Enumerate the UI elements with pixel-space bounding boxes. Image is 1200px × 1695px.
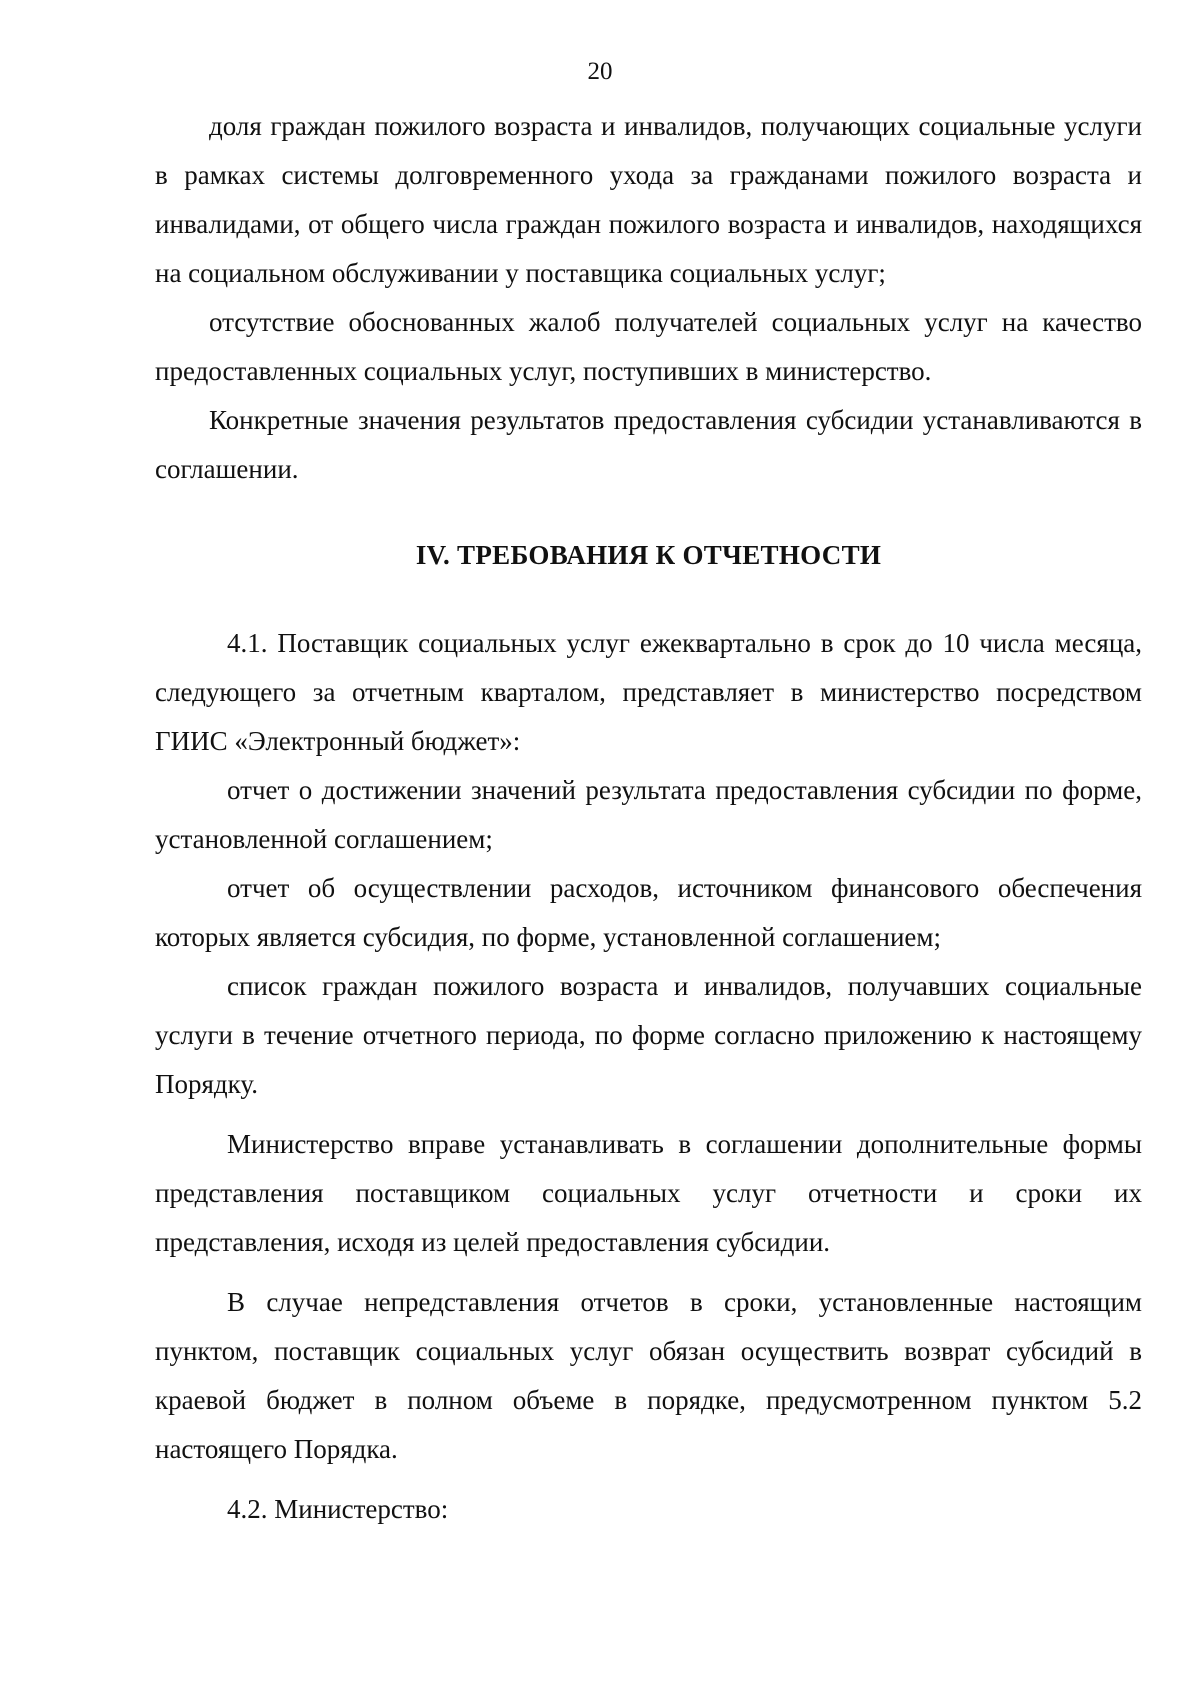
paragraph: Конкретные значения результатов предоставления субсидии устанавливаются в соглашении. [155,405,1142,484]
paragraph: список граждан пожилого возраста и инвалидов, получавших социальные услуги в течение отчетного периода, по форме согласно приложению к настоящему Порядку. [155,971,1142,1099]
section-heading: IV. ТРЕБОВАНИЯ К ОТЧЕТНОСТИ [415,540,882,570]
paragraph: В случае непредставления отчетов в сроки, установленные настоящим пунктом, поставщик социальных услуг обязан осуществить возврат субсидий в краевой бюджет в полном объеме в порядке, предусмотренном пунктом 5.2 настоящего Порядка. [155,1287,1142,1464]
paragraph: отсутствие обоснованных жалоб получателей социальных услуг на качество предоставленных социальных услуг, поступивших в министерство. [155,307,1142,386]
paragraph: доля граждан пожилого возраста и инвалидов, получающих социальные услуги в рамках системы долговременного ухода за гражданами пожилого возраста и инвалидами, от общего числа граждан пожилого возраста и инвалидов, находящихся на социальном обслуживании у поставщика социальных услуг; [155,111,1142,288]
page-number: 20 [587,58,613,85]
paragraph: 4.2. Министерство: [227,1494,449,1524]
paragraph: отчет о достижении значений результата предоставления субсидии по форме, установленной соглашением; [155,775,1142,854]
paragraph: отчет об осуществлении расходов, источником финансового обеспечения которых является субсидия, по форме, установленной соглашением; [155,873,1142,952]
document-body [155,102,1142,1534]
paragraph: 4.1. Поставщик социальных услуг ежеквартально в срок до 10 числа месяца, следующего за отчетным кварталом, представляет в министерство посредством ГИИС «Электронный бюджет»: [155,628,1142,756]
paragraph: Министерство вправе устанавливать в соглашении дополнительные формы представления поставщиком социальных услуг отчетности и сроки их представления, исходя из целей предоставления субсидии. [155,1129,1142,1257]
